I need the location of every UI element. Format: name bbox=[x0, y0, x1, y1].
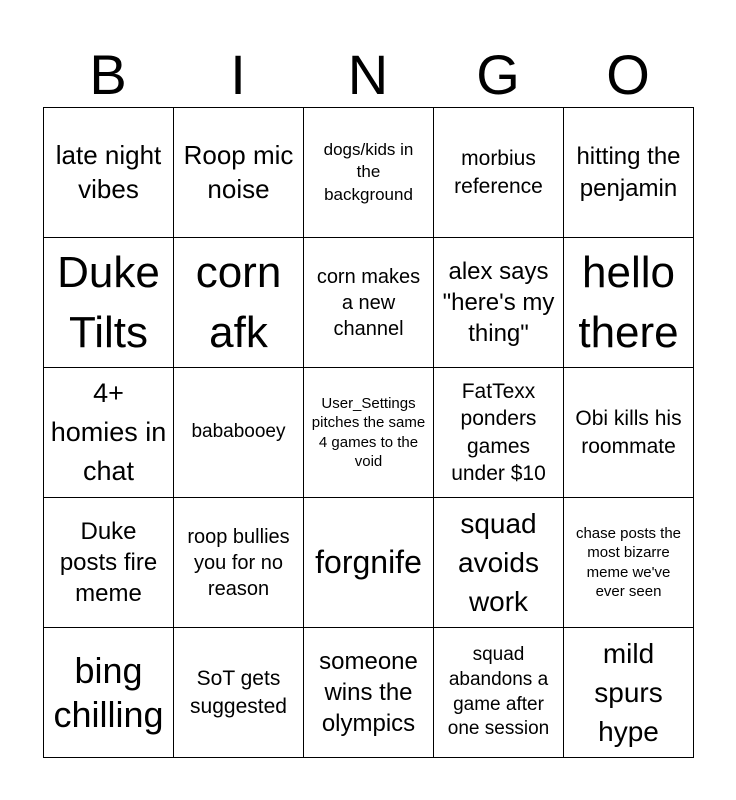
cell-text: corn afk bbox=[195, 248, 282, 357]
cell-text: morbius reference bbox=[454, 147, 543, 198]
cell-text: hitting the penjamin bbox=[576, 143, 681, 202]
cell-text: mild spurs hype bbox=[594, 637, 663, 748]
bingo-cell[interactable] bbox=[434, 108, 564, 238]
cell-text: late night vibes bbox=[55, 139, 162, 204]
bingo-cell[interactable] bbox=[564, 368, 694, 498]
cell-text: Obi kills his roommate bbox=[575, 407, 682, 458]
bingo-cell[interactable] bbox=[434, 628, 564, 758]
bingo-cell[interactable] bbox=[434, 498, 564, 628]
bingo-cell[interactable] bbox=[44, 498, 174, 628]
header-letter-b: B bbox=[89, 43, 127, 106]
cell-text: 4+ homies in chat bbox=[50, 377, 167, 487]
cell-text: roop bullies you for no reason bbox=[187, 525, 290, 600]
cell-text: dogs/kids in the background bbox=[323, 140, 414, 204]
bingo-cell[interactable] bbox=[304, 108, 434, 238]
bingo-cell[interactable] bbox=[564, 628, 694, 758]
header-letter-o: O bbox=[606, 43, 650, 106]
cell-text: Roop mic noise bbox=[183, 139, 294, 204]
bingo-cell[interactable] bbox=[174, 108, 304, 238]
bingo-cell[interactable] bbox=[564, 238, 694, 368]
cell-text: alex says "here's my thing" bbox=[442, 257, 555, 348]
cell-text: corn makes a new channel bbox=[316, 265, 421, 340]
bingo-cell[interactable] bbox=[564, 108, 694, 238]
cell-text: bing chilling bbox=[53, 650, 164, 735]
cell-text: Duke Tilts bbox=[57, 248, 160, 357]
bingo-cell[interactable] bbox=[564, 498, 694, 628]
bingo-cell[interactable] bbox=[304, 368, 434, 498]
cell-text: User_Settings pitches the same 4 games to the void bbox=[311, 395, 426, 470]
bingo-cell[interactable] bbox=[304, 628, 434, 758]
bingo-cell[interactable] bbox=[174, 628, 304, 758]
cell-text: hello there bbox=[578, 248, 679, 357]
bingo-cell[interactable] bbox=[304, 238, 434, 368]
cell-text: forgnife bbox=[315, 544, 422, 581]
header-letter-i: I bbox=[230, 43, 246, 106]
bingo-cell[interactable] bbox=[174, 238, 304, 368]
bingo-cell[interactable] bbox=[174, 368, 304, 498]
bingo-cell[interactable] bbox=[434, 238, 564, 368]
cell-text: squad avoids work bbox=[458, 507, 539, 618]
bingo-cell[interactable] bbox=[44, 628, 174, 758]
cell-text: Duke posts fire meme bbox=[59, 517, 158, 608]
cell-text: FatTexx ponders games under $10 bbox=[451, 379, 546, 485]
bingo-cell[interactable] bbox=[434, 368, 564, 498]
bingo-header bbox=[43, 44, 693, 106]
header-letter-g: G bbox=[476, 43, 520, 106]
bingo-cell[interactable] bbox=[44, 108, 174, 238]
bingo-cell[interactable] bbox=[304, 498, 434, 628]
cell-text: SoT gets suggested bbox=[190, 667, 287, 718]
bingo-cell[interactable] bbox=[44, 368, 174, 498]
header-letter-n: N bbox=[347, 43, 389, 106]
cell-text: bababooey bbox=[191, 421, 286, 443]
cell-text: squad abandons a game after one session bbox=[447, 644, 550, 740]
cell-text: chase posts the most bizarre meme we've ever seen bbox=[575, 525, 682, 600]
bingo-cell[interactable] bbox=[174, 498, 304, 628]
bingo-board bbox=[43, 107, 694, 758]
bingo-cell[interactable] bbox=[44, 238, 174, 368]
cell-text: someone wins the olympics bbox=[319, 647, 418, 738]
